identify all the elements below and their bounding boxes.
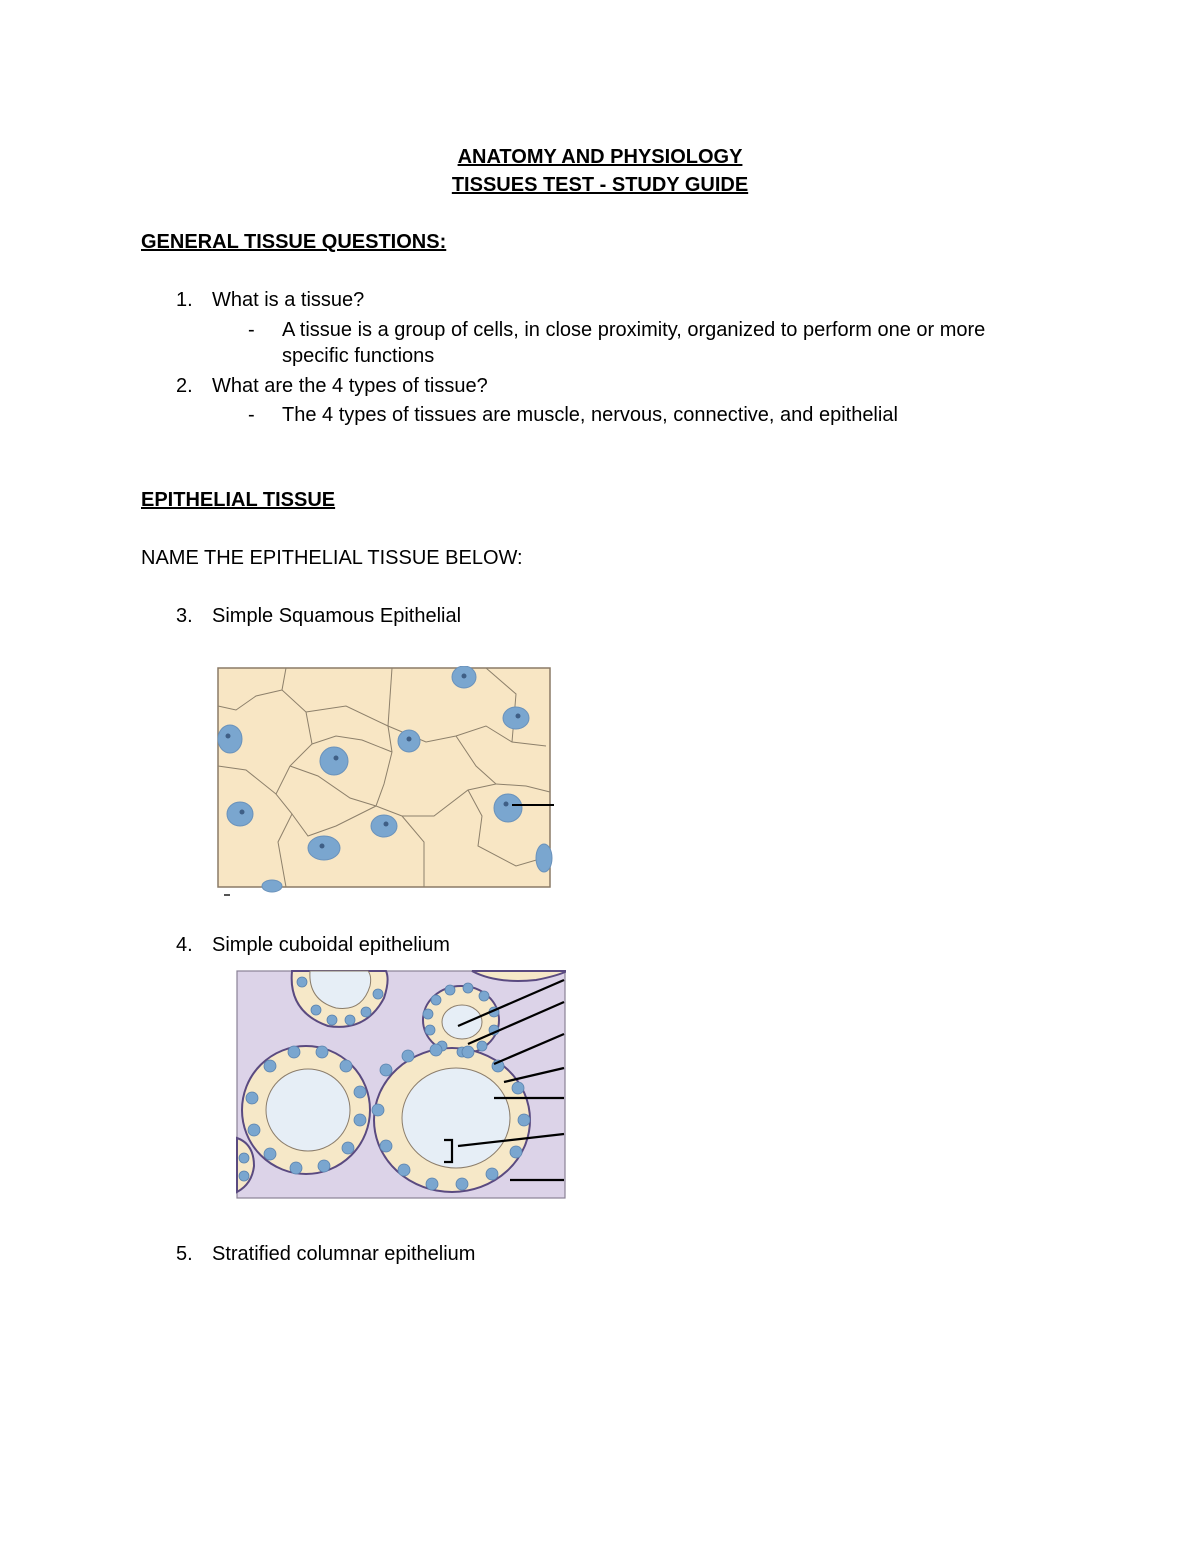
- item-3-label: Simple Squamous Epithelial: [212, 605, 462, 627]
- section-heading-epithelial: EPITHELIAL TISSUE: [141, 489, 336, 511]
- epithelial-prompt: NAME THE EPITHELIAL TISSUE BELOW:: [141, 547, 523, 569]
- item-4-number: 4.: [176, 934, 193, 956]
- item-3-number: 3.: [176, 605, 193, 627]
- answer-1-line1: A tissue is a group of cells, in close proximity, organized to perform one or more: [282, 319, 986, 341]
- answer-2-dash: -: [248, 404, 255, 426]
- question-2-number: 2.: [176, 375, 193, 397]
- question-1-number: 1.: [176, 289, 193, 311]
- question-1-text: What is a tissue?: [212, 289, 365, 311]
- simple-squamous-illustration: [216, 666, 556, 898]
- section-heading-general: GENERAL TISSUE QUESTIONS:: [141, 231, 447, 253]
- answer-1-line2: specific functions: [282, 345, 435, 367]
- question-2-text: What are the 4 types of tissue?: [212, 375, 488, 397]
- item-5-label: Stratified columnar epithelium: [212, 1243, 476, 1265]
- document-title-line1: ANATOMY AND PHYSIOLOGY: [457, 146, 743, 168]
- simple-cuboidal-illustration: [236, 970, 566, 1202]
- answer-1-dash: -: [248, 319, 255, 341]
- document-title-line2: TISSUES TEST - STUDY GUIDE: [451, 174, 749, 196]
- item-4-label: Simple cuboidal epithelium: [212, 934, 450, 956]
- answer-2-text: The 4 types of tissues are muscle, nervous, connective, and epithelial: [282, 404, 898, 426]
- item-5-number: 5.: [176, 1243, 193, 1265]
